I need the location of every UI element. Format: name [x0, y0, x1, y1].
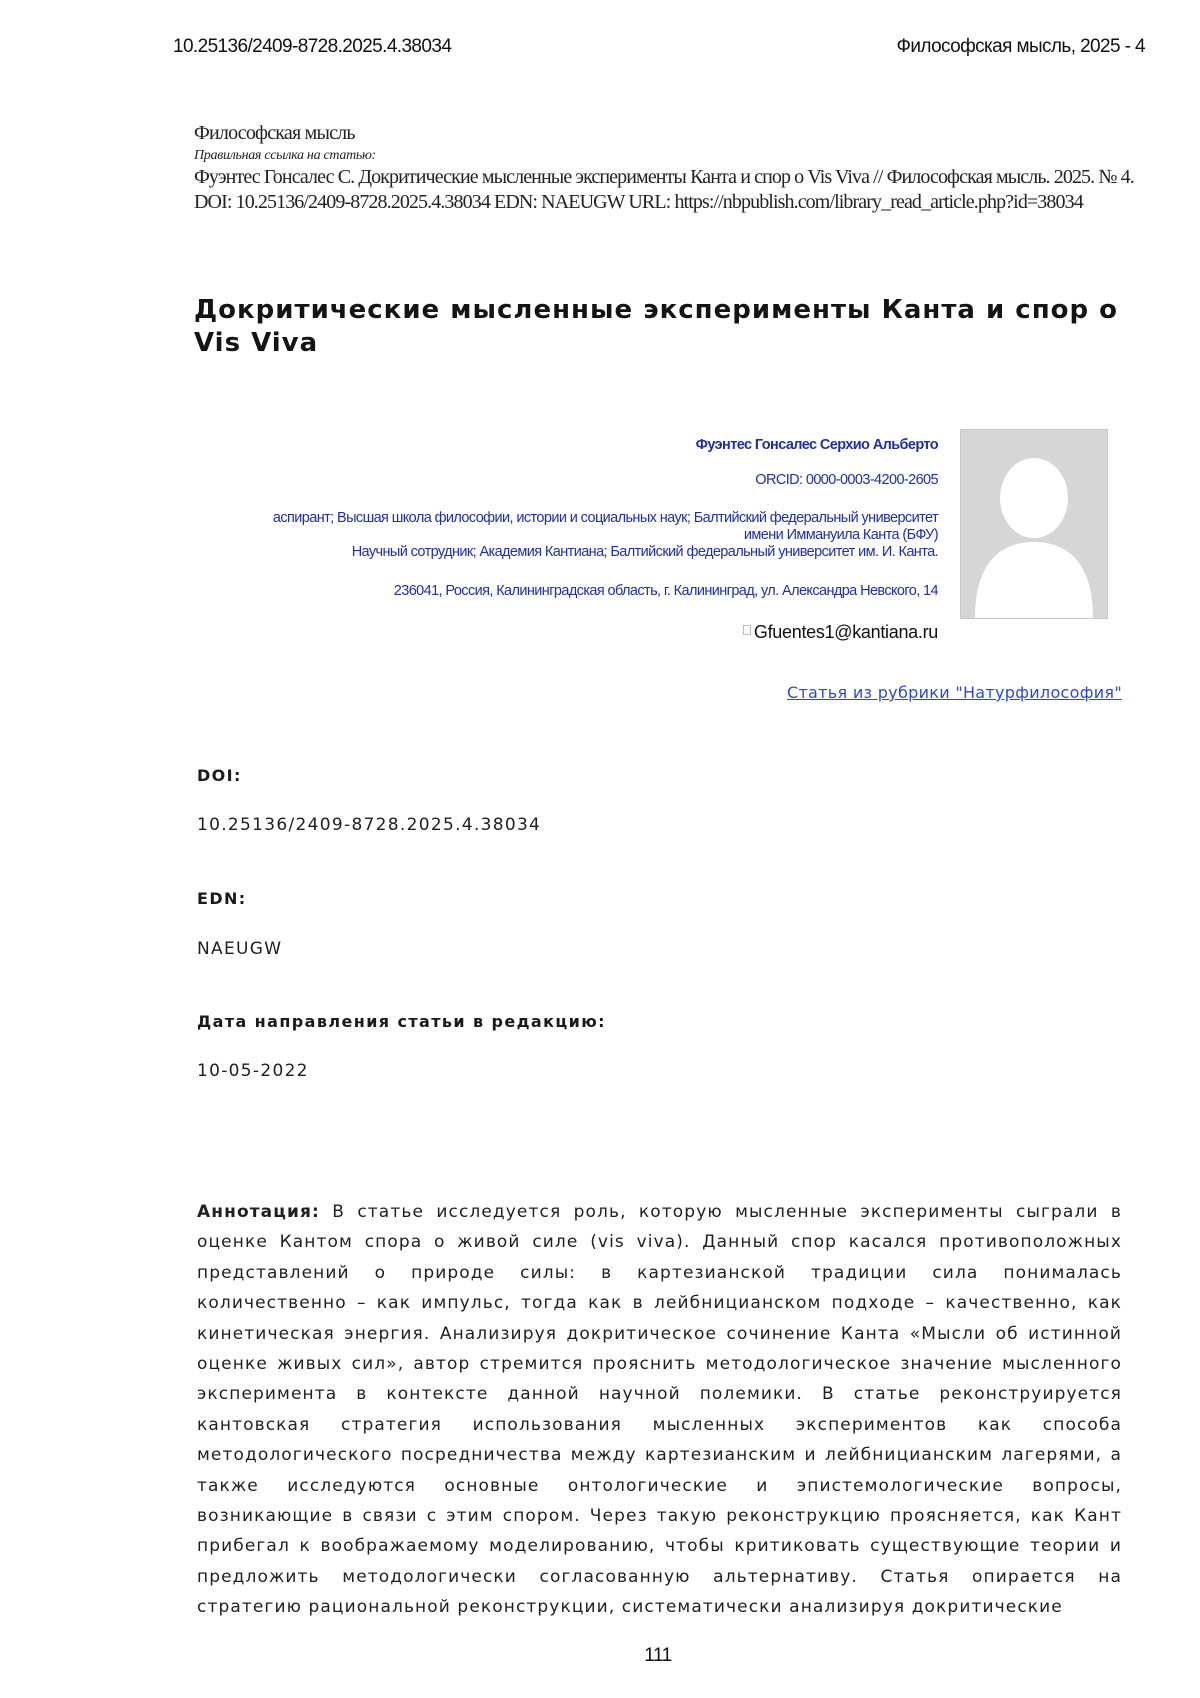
email-icon — [743, 625, 751, 635]
rubric-link[interactable]: Статья из рубрики "Натурфилософия" — [786, 683, 1122, 702]
citation-label: Правильная ссылка на статью: — [194, 148, 376, 163]
page-number: 111 — [644, 1645, 672, 1666]
abstract-text: В статье исследуется роль, которую мысленные эксперименты сыграли в оценке Кантом спора о живой силе (vis viva). Данный спор касался противоположных представлений о природе силы: в картезианской традиции сила понималась количественно – как импульс, тогда как в лейбницианском подходе – качественно, как кинетическая энергия. Анализируя докритическое сочинение Канта «Мысли об истинной оценке живых сил», автор стремится прояснить методологическое значение мысленного эксперимента в контексте данной научной полемики. В статье реконструируется кантовская стратегия использования мысленных экспериментов как способа методологического посредничества между картезианским и лейбницианским лагерями, а также исследуются основные онтологические и эпистемологические вопросы, возникающие в связи с этим спором. Через такую реконструкцию проясняется, как Кант прибегал к воображаемому моделированию, чтобы критиковать существующие теории и предложить методологически согласованную альтернативу. Статья опирается на стратегию рациональной реконструкции, систематически анализируя докритические — [197, 1202, 1122, 1618]
author-email[interactable] — [743, 622, 938, 643]
author-address: 236041, Россия, Калининградская область, г. Калининград, ул. Александра Невского, 14 — [393, 583, 938, 599]
running-header-doi: 10.25136/2409-8728.2025.4.38034 — [173, 36, 452, 57]
author-name[interactable]: Фуэнтес Гонсалес Серхио Альберто — [695, 437, 938, 453]
author-affiliations — [238, 510, 938, 561]
submission-date-value: 10-05-2022 — [197, 1061, 309, 1081]
citation-text: Фуэнтес Гонсалес С. Докритические мысленные эксперименты Канта и спор о Vis Viva // Философская мысль. 2025. № 4. DOI: 10.25136/2409-8728.2025.4.38034 EDN: NAEUGW URL: https://nbpublish.com/library_read_article.php?id=38034 — [194, 166, 1134, 213]
citation-journal: Философская мысль — [194, 122, 355, 144]
author-photo-placeholder — [960, 429, 1108, 619]
edn-label: EDN: — [197, 889, 247, 908]
abstract-label: Аннотация: — [197, 1202, 320, 1222]
doi-value: 10.25136/2409-8728.2025.4.38034 — [197, 815, 542, 835]
author-affiliation-1: аспирант; Высшая школа философии, истории и социальных наук; Балтийский федеральный университет имени Иммануила Канта (БФУ) — [272, 510, 938, 543]
author-email-text[interactable]: Gfuentes1@kantiana.ru — [753, 622, 938, 642]
submission-date-label: Дата направления статьи в редакцию: — [197, 1012, 606, 1031]
author-affiliation-2: Научный сотрудник; Академия Кантиана; Балтийский федеральный университет им. И. Канта. — [351, 544, 938, 560]
abstract — [197, 1197, 1122, 1623]
article-title: Докритические мысленные эксперименты Канта и спор о Vis Viva — [194, 295, 1119, 358]
edn-value: NAEUGW — [197, 939, 283, 959]
doi-label: DOI: — [197, 766, 242, 785]
avatar-silhouette-icon — [961, 430, 1107, 618]
running-header-journal: Философская мысль, 2025 - 4 — [896, 36, 1145, 57]
author-orcid[interactable]: ORCID: 0000-0003-4200-2605 — [755, 472, 938, 488]
